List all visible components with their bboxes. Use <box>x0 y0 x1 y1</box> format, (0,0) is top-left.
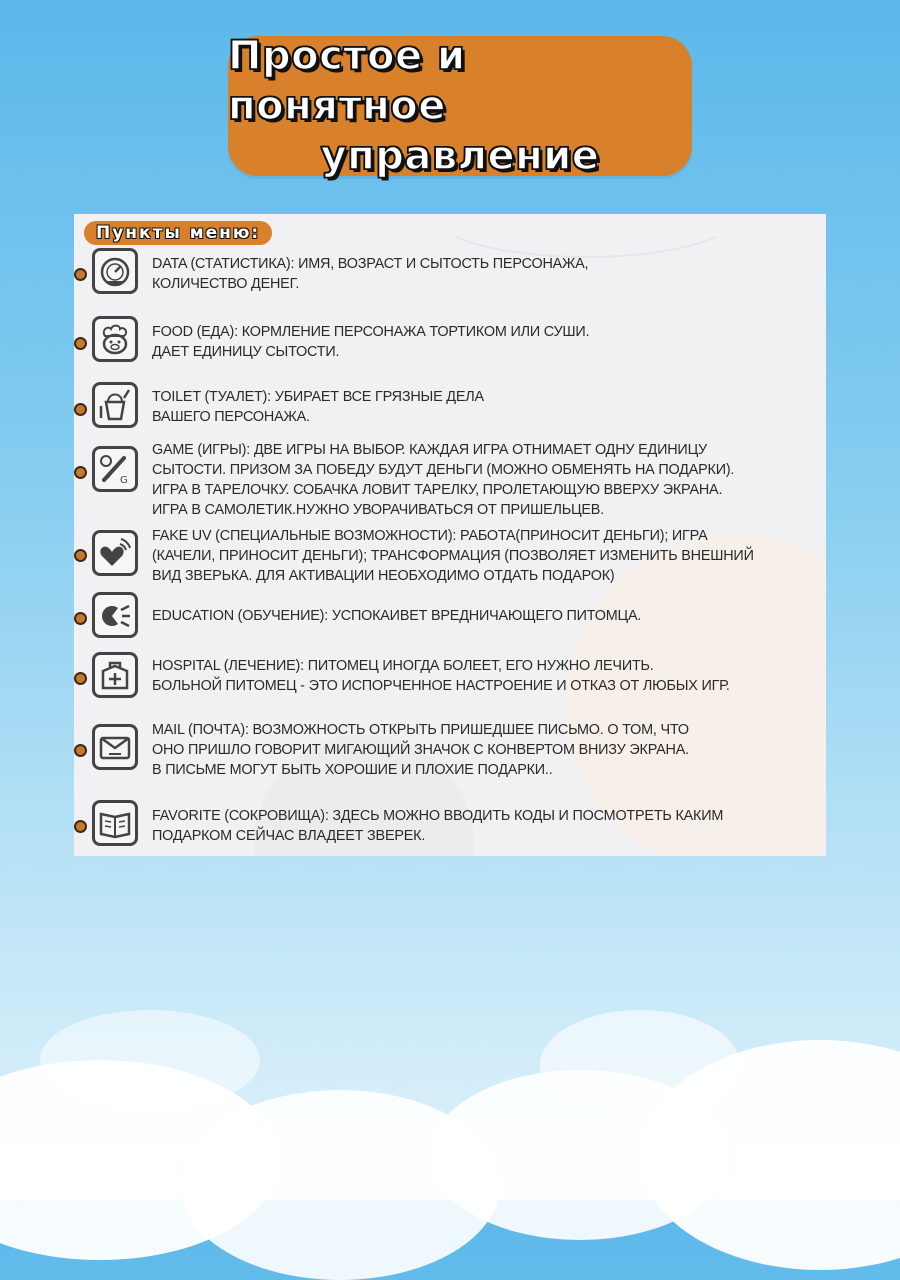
menu-item-description: DATA (СТАТИСТИКА): ИМЯ, ВОЗРАСТ И СЫТОСТЬ ПЕРСОНАЖА, КОЛИЧЕСТВО ДЕНЕГ. <box>152 256 589 292</box>
menu-item-description: FAKE UV (СПЕЦИАЛЬНЫЕ ВОЗМОЖНОСТИ): РАБОТА(ПРИНОСИТ ДЕНЬГИ); ИГРА (КАЧЕЛИ, ПРИНОСИТ ДЕНЬГИ); ТРАНСФОРМАЦИЯ (ПОЗВОЛЯЕТ ИЗМЕНИТЬ ВНЕШНИЙ ВИД ЗВЕРЬКА. ДЛЯ АКТИВАЦИИ НЕОБХОДИМО ОТДАТЬ ПОДАРОК) <box>152 528 754 584</box>
bullet-dot <box>74 612 87 625</box>
menu-item-description: MAIL (ПОЧТА): ВОЗМОЖНОСТЬ ОТКРЫТЬ ПРИШЕДШЕЕ ПИСЬМО. О ТОМ, ЧТО ОНО ПРИШЛО ГОВОРИТ МИГАЮЩИЙ ЗНАЧОК С КОНВЕРТОМ ВНИЗУ ЭКРАНА. В ПИСЬМЕ МОГУТ БЫТЬ ХОРОШИЕ И ПЛОХИЕ ПОДАРКИ.. <box>152 722 689 778</box>
toilet-bucket-icon <box>92 382 138 428</box>
menu-item-description: TOILET (ТУАЛЕТ): УБИРАЕТ ВСЕ ГРЯЗНЫЕ ДЕЛА ВАШЕГО ПЕРСОНАЖА. <box>152 389 484 425</box>
menu-items-label: Пункты меню: <box>84 221 272 245</box>
bullet-dot <box>74 672 87 685</box>
heart-signal-icon <box>92 530 138 576</box>
menu-item-description: HOSPITAL (ЛЕЧЕНИЕ): ПИТОМЕЦ ИНОГДА БОЛЕЕТ, ЕГО НУЖНО ЛЕЧИТЬ. БОЛЬНОЙ ПИТОМЕЦ - ЭТО ИСПОРЧЕННОЕ НАСТРОЕНИЕ И ОТКАЗ ОТ ЛЮБЫХ ИГР. <box>152 658 730 694</box>
bullet-dot <box>74 820 87 833</box>
menu-item-description: GAME (ИГРЫ): ДВЕ ИГРЫ НА ВЫБОР. КАЖДАЯ ИГРА ОТНИМАЕТ ОДНУ ЕДИНИЦУ СЫТОСТИ. ПРИЗОМ ЗА ПОБЕДУ БУДУТ ДЕНЬГИ (МОЖНО ОБМЕНЯТЬ НА ПОДАРКИ). ИГРА В ТАРЕЛОЧКУ. СОБАЧКА ЛОВИТ ТАРЕЛКУ, ПРОЛЕТАЮЩУЮ ВВЕРХУ ЭКРАНА. ИГРА В САМОЛЕТИК.НУЖНО УВОРАЧИВАТЬСЯ ОТ ПРИШЕЛЬЦЕВ. <box>152 442 735 518</box>
open-book-icon <box>92 800 138 846</box>
svg-text:G: G <box>120 475 128 486</box>
speedometer-icon <box>92 248 138 294</box>
panel-decoration <box>434 214 738 258</box>
menu-item-description: EDUCATION (ОБУЧЕНИЕ): УСПОКАИВЕТ ВРЕДНИЧАЮЩЕГО ПИТОМЦА. <box>152 608 642 624</box>
chef-face-icon <box>92 316 138 362</box>
title-line-2: управление <box>320 133 600 179</box>
bullet-dot <box>74 268 87 281</box>
title-line-1: Простое и понятное <box>228 33 466 129</box>
bullet-dot <box>74 337 87 350</box>
menu-item-description: FOOD (ЕДА): КОРМЛЕНИЕ ПЕРСОНАЖА ТОРТИКОМ ИЛИ СУШИ. ДАЕТ ЕДИНИЦУ СЫТОСТИ. <box>152 324 590 360</box>
menu-panel <box>74 214 826 856</box>
cloud-background <box>0 960 900 1200</box>
bullet-dot <box>74 403 87 416</box>
education-shout-icon <box>92 592 138 638</box>
bullet-dot <box>74 744 87 757</box>
medical-bag-icon <box>92 652 138 698</box>
bullet-dot <box>74 549 87 562</box>
menu-item-description: FAVORITE (СОКРОВИЩА): ЗДЕСЬ МОЖНО ВВОДИТЬ КОДЫ И ПОСМОТРЕТЬ КАКИМ ПОДАРКОМ СЕЙЧАС ВЛАДЕЕТ ЗВЕРЕК. <box>152 808 724 844</box>
title-banner <box>228 33 692 179</box>
bullet-dot <box>74 466 87 479</box>
mail-envelope-icon <box>92 724 138 770</box>
game-bat-icon <box>92 446 138 492</box>
